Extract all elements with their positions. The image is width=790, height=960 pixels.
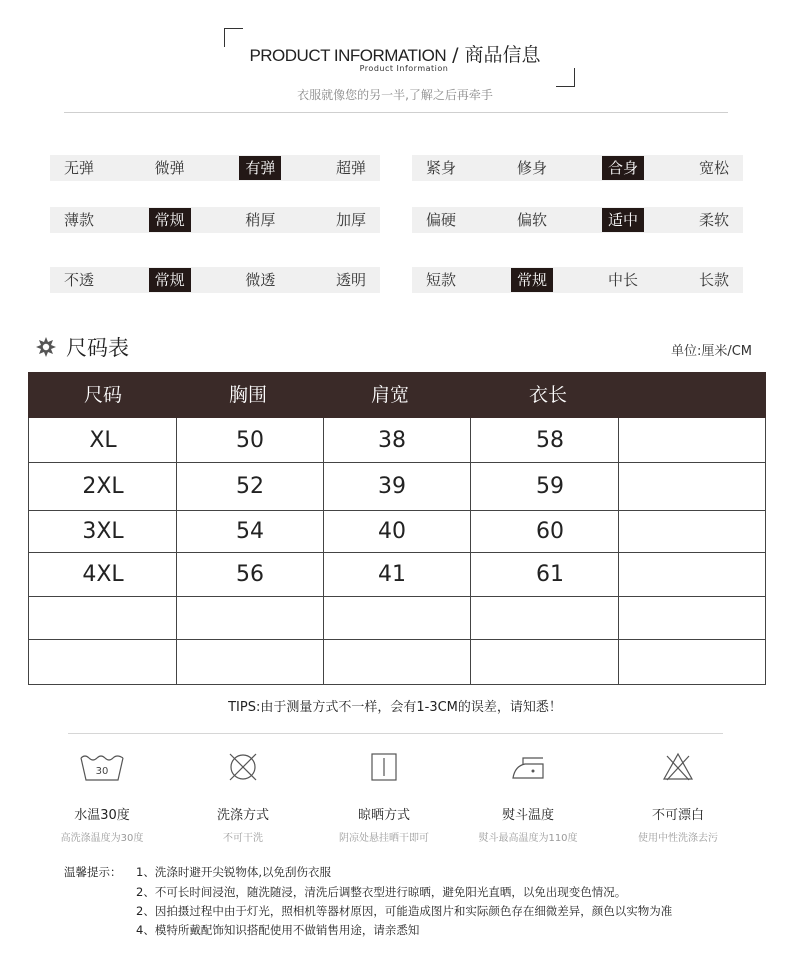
size-cell: XL xyxy=(89,428,117,453)
attribute-option-selected: 常规 xyxy=(149,208,191,232)
care-label: 晾晒方式 xyxy=(357,808,410,823)
care-sub: 使用中性洗涤去污 xyxy=(638,833,718,844)
page-subtitle: Product Information xyxy=(359,64,449,73)
measurement-cell: 52 xyxy=(236,474,264,499)
size-cell xyxy=(43,597,163,640)
measurement-cell: 60 xyxy=(536,519,564,544)
measurement-cell: 39 xyxy=(378,474,406,499)
notes-label: 温馨提示： xyxy=(64,865,122,879)
attribute-option: 微弹 xyxy=(154,159,185,177)
attribute-option: 偏硬 xyxy=(426,211,457,229)
measurement-cell: 38 xyxy=(378,428,406,453)
attribute-option: 紧身 xyxy=(426,159,457,177)
measurement-cell xyxy=(633,640,753,685)
care-item-bleach xyxy=(608,752,748,844)
attribute-option: 不透 xyxy=(64,271,95,289)
note-item: 4、模特所戴配饰知识搭配使用不做销售用途，请亲悉知 xyxy=(136,923,420,937)
iron-icon xyxy=(509,752,547,782)
measurement-cell xyxy=(633,553,753,597)
hang-dry-icon xyxy=(370,752,398,782)
tips-divider xyxy=(68,733,723,734)
column-header: 尺码 xyxy=(83,384,122,406)
measurement-cell: 56 xyxy=(236,562,264,587)
care-item-ironing xyxy=(458,752,598,844)
wash-temp-value: 30 xyxy=(95,766,109,777)
attribute-row xyxy=(412,267,743,293)
size-table xyxy=(28,372,766,685)
measurement-cell: 59 xyxy=(536,474,564,499)
care-label: 洗涤方式 xyxy=(216,808,269,823)
attribute-option-selected: 适中 xyxy=(602,208,644,232)
attribute-option: 微透 xyxy=(245,271,276,289)
column-header: 胸围 xyxy=(228,384,267,406)
attribute-option: 宽松 xyxy=(698,159,729,177)
header-divider xyxy=(64,112,728,113)
measurement-cell xyxy=(633,597,753,640)
attribute-option: 无弹 xyxy=(64,159,95,177)
measurement-cell: 50 xyxy=(236,428,264,453)
tips-text: TIPS:由于测量方式不一样，会有1-3CM的误差，请知悉！ xyxy=(228,700,562,715)
unit-label: 单位:厘米/CM xyxy=(670,344,752,359)
measurement-cell xyxy=(332,640,452,685)
measurement-cell xyxy=(190,597,310,640)
attribute-row xyxy=(412,207,743,233)
size-chart-title: 尺码表 xyxy=(66,336,129,360)
attribute-option-selected: 有弹 xyxy=(239,156,281,180)
attribute-option: 超弹 xyxy=(335,159,366,177)
attribute-row xyxy=(50,267,380,293)
column-divider xyxy=(470,418,471,685)
attribute-option-selected: 常规 xyxy=(149,268,191,292)
no-dry-clean-icon xyxy=(227,752,259,782)
measurement-cell: 41 xyxy=(378,562,406,587)
attribute-option-selected: 常规 xyxy=(511,268,553,292)
care-item-wash-method xyxy=(173,752,313,844)
title-chinese: 商品信息 xyxy=(464,44,541,66)
page-title xyxy=(0,40,790,67)
attribute-option: 透明 xyxy=(335,271,366,289)
column-divider xyxy=(765,418,766,685)
attribute-row xyxy=(412,155,743,181)
measurement-cell xyxy=(633,511,753,553)
care-label: 水温30度 xyxy=(74,808,130,823)
note-item: 2、不可长时间浸泡，随洗随浸，清洗后调整衣型进行晾晒，避免阳光直晒，以免出现变色情况。 xyxy=(136,885,627,899)
care-label: 不可漂白 xyxy=(651,808,704,823)
size-cell: 3XL xyxy=(82,519,124,544)
attribute-row xyxy=(50,207,380,233)
measurement-cell: 58 xyxy=(536,428,564,453)
attribute-option: 中长 xyxy=(607,271,638,289)
measurement-cell xyxy=(490,597,610,640)
title-separator: / xyxy=(452,44,459,66)
size-cell xyxy=(43,640,163,685)
measurement-cell xyxy=(633,418,753,463)
column-divider xyxy=(323,418,324,685)
tagline: 衣服就像您的另一半,了解之后再牵手 xyxy=(297,88,493,102)
care-item-water-temp xyxy=(32,752,172,844)
care-sub: 阴凉处悬挂晒干即可 xyxy=(339,833,429,844)
attribute-option-selected: 合身 xyxy=(602,156,644,180)
attribute-row xyxy=(50,155,380,181)
measurement-cell xyxy=(332,597,452,640)
care-item-drying xyxy=(314,752,454,844)
care-sub: 不可干洗 xyxy=(223,833,263,844)
care-label: 熨斗温度 xyxy=(501,808,554,823)
attribute-option: 稍厚 xyxy=(245,211,276,229)
measurement-cell: 40 xyxy=(378,519,406,544)
attribute-option: 短款 xyxy=(426,271,457,289)
no-bleach-icon xyxy=(662,752,694,782)
measurement-cell xyxy=(490,640,610,685)
care-sub: 熨斗最高温度为110度 xyxy=(478,833,578,844)
wash-30-icon xyxy=(79,752,125,782)
column-divider xyxy=(176,418,177,685)
column-header: 衣长 xyxy=(528,384,567,406)
size-cell: 4XL xyxy=(82,562,124,587)
measurement-cell xyxy=(633,463,753,511)
measurement-cell: 54 xyxy=(236,519,264,544)
note-item: 1、洗涤时避开尖锐物体,以免刮伤衣服 xyxy=(136,865,331,879)
column-header: 肩宽 xyxy=(370,384,409,406)
column-divider xyxy=(618,418,619,685)
measurement-cell: 61 xyxy=(536,562,564,587)
attribute-option: 偏软 xyxy=(516,211,547,229)
column-divider xyxy=(28,418,29,685)
attribute-option: 加厚 xyxy=(335,211,366,229)
attribute-option: 柔软 xyxy=(698,211,729,229)
gear-icon xyxy=(36,337,56,357)
table-header xyxy=(28,372,766,418)
note-item: 2、因拍摄过程中由于灯光，照相机等器材原因，可能造成图片和实际颜色存在细微差异，颜色以实物为准 xyxy=(136,904,673,918)
attribute-option: 长款 xyxy=(698,271,729,289)
measurement-cell xyxy=(190,640,310,685)
column-header xyxy=(633,372,753,418)
title-english: PRODUCT INFORMATION xyxy=(249,46,447,65)
care-sub: 高洗涤温度为30度 xyxy=(60,833,144,844)
size-cell: 2XL xyxy=(82,474,124,499)
attribute-option: 薄款 xyxy=(64,211,95,229)
attribute-option: 修身 xyxy=(516,159,547,177)
